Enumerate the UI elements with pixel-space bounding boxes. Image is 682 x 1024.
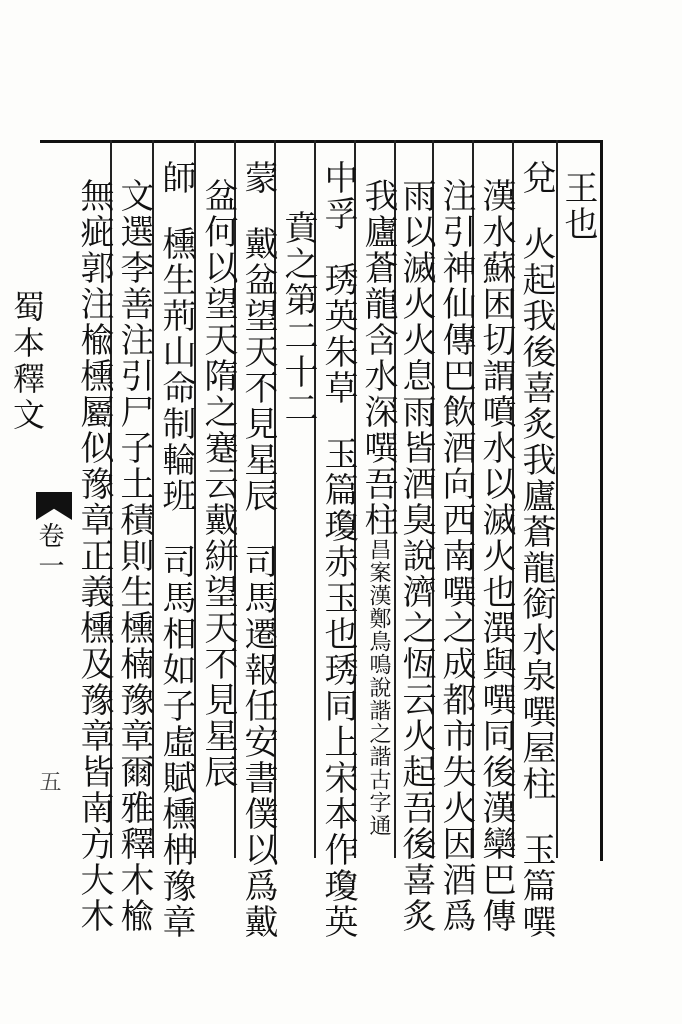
text-column: [276, 210, 320, 900]
chapter-heading: 賁之第二十二: [278, 210, 318, 426]
entry-heading: 中孚: [318, 160, 358, 232]
entry-heading: 師: [156, 160, 196, 196]
margin-volume: 卷一: [34, 522, 64, 582]
column-text: 火起我後喜炙我廬蒼龍銜水泉噀屋柱: [516, 226, 556, 802]
column-text: 注引神仙傳巴飲酒向西南噀之成都市失火因酒爲: [436, 178, 476, 934]
text-column: [556, 170, 600, 860]
entry-heading: 兌: [516, 160, 556, 196]
text-column: [316, 160, 360, 940]
column-text: 琇英朱草: [318, 262, 358, 406]
annotation-note: 昌案漢鄭鳥鳴說諧之諧古字通: [366, 538, 391, 837]
text-column: [356, 178, 400, 868]
text-column: [514, 160, 558, 940]
commentary-text: 司馬相如子虛賦櫄柟豫章: [156, 544, 196, 940]
column-text: 我廬蒼龍含水深噀吾柱: [358, 178, 398, 538]
commentary-text: 玉篇噀: [516, 832, 556, 940]
margin-page-number: 五: [36, 770, 61, 792]
text-column: [236, 160, 280, 940]
text-column: [196, 178, 240, 868]
text-column: [154, 160, 198, 940]
text-column: [112, 178, 156, 934]
text-column: [474, 178, 518, 934]
column-text: 文選李善注引尸子土積則生櫄楠豫章爾雅釋木楡: [114, 178, 154, 934]
text-column: [434, 178, 478, 934]
text-column: [72, 178, 116, 934]
text-column: [394, 178, 438, 934]
column-text: 無疵郭注楡櫄屬似豫章正義櫄及豫章皆南方大木: [74, 178, 114, 934]
column-text: 漢水蘇困切謂噴水以滅火也潠與噀同後漢欒巴傳: [476, 178, 516, 934]
column-text: 盆何以望天隋之蹇云戴絣望天不見星辰: [198, 178, 238, 790]
commentary-text: 司馬遷報任安書僕以爲戴: [238, 544, 278, 940]
column-text: 雨以滅火火息雨皆酒臭說濟之恆云火起吾後喜炙: [396, 178, 436, 934]
column-text: 櫄生荊山命制輪班: [156, 226, 196, 514]
entry-heading: 蒙: [238, 160, 278, 196]
column-text: 戴盆望天不見星辰: [238, 226, 278, 514]
margin-title: 蜀本釋文: [8, 290, 46, 434]
commentary-text: 玉篇瓊赤玉也琇同上宋本作瓊英: [318, 436, 358, 940]
column-text: 王也: [558, 170, 598, 242]
